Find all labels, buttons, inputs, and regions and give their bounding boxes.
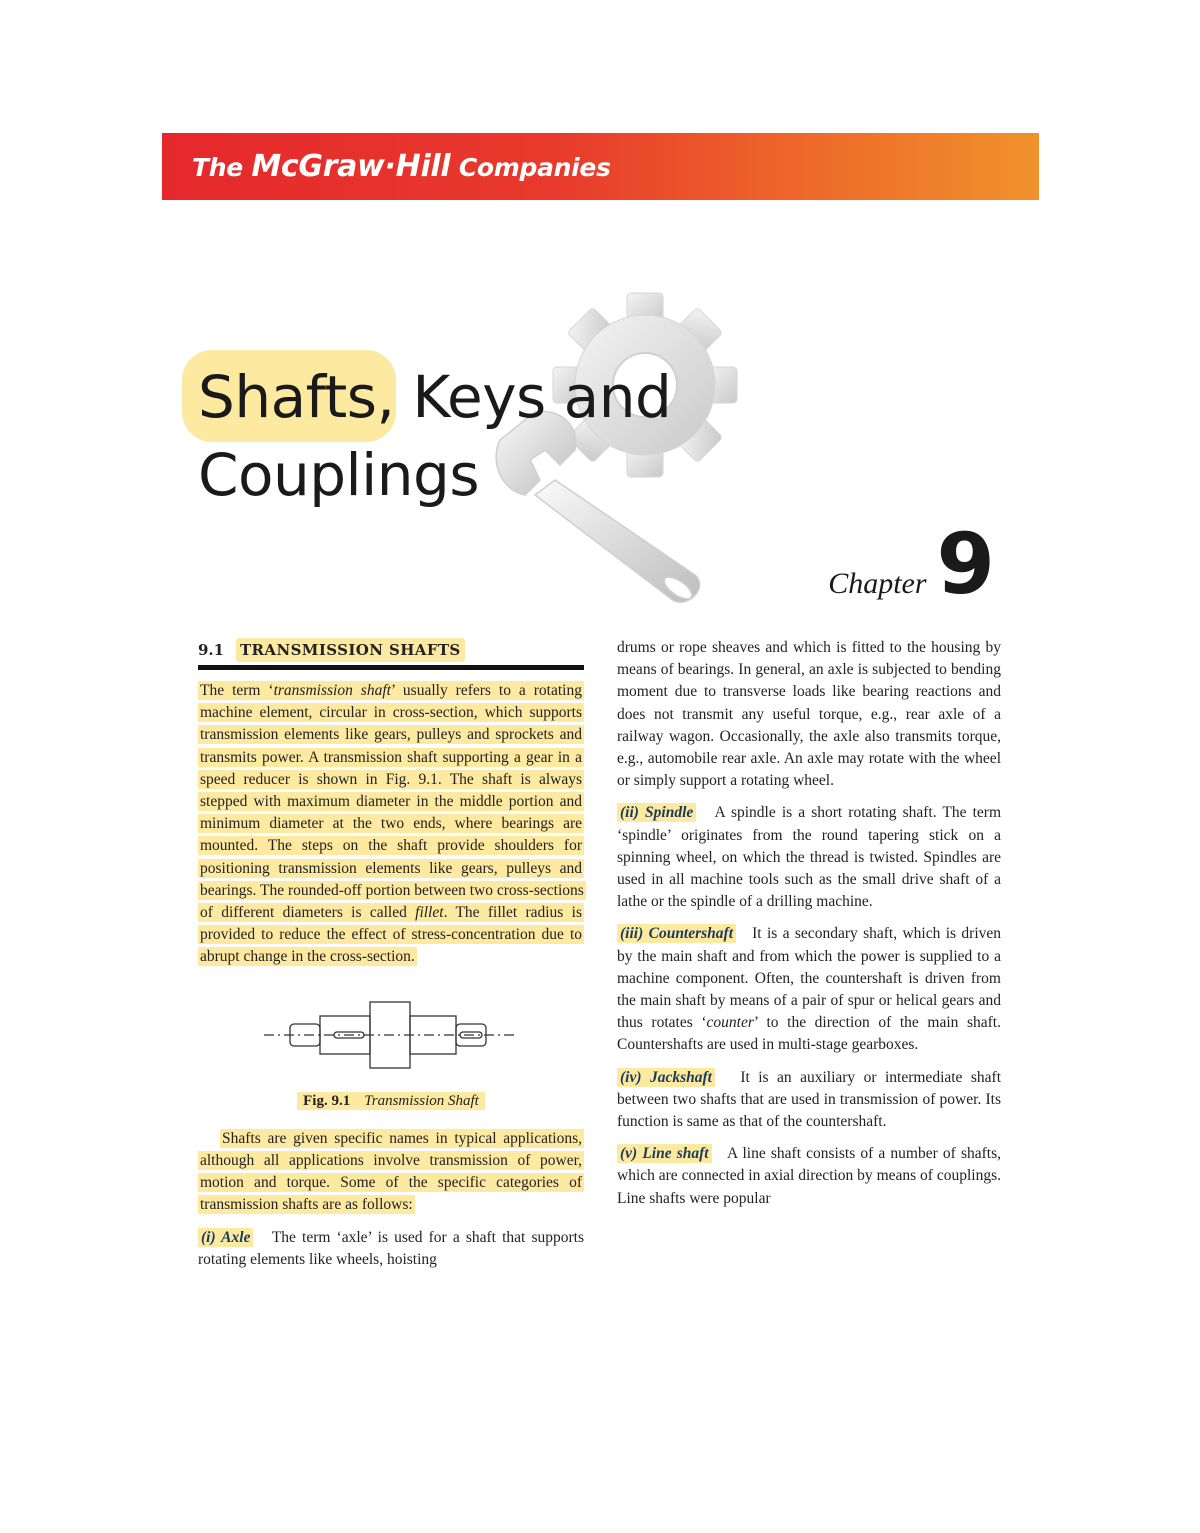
left-column: [198, 637, 584, 1271]
section-rule: [198, 665, 584, 670]
spindle-paragraph: (ii) Spindle A spindle is a short rotating shaft. The term ‘spindle’ originates from the round tapering stick on a spinning wheel, on which the thread is twisted. Spindles are used in all machine tools such as the small drive shaft of a lathe or the spindle of a drilling machine.: [617, 804, 1001, 911]
transmission-shaft-drawing: [264, 983, 524, 1083]
jackshaft-paragraph: (iv) Jackshaft It is an auxiliary or intermediate shaft between two shafts that are used in transmission of power. Its function is same as that of the countershaft.: [617, 1068, 1002, 1131]
section-heading: 9.1 TRANSMISSION SHAFTS: [198, 637, 584, 663]
right-column: [617, 637, 1001, 1210]
chapter-title: Shafts, Keys and Couplings: [198, 363, 672, 509]
publisher-logo: The McGraw·Hill Companies: [192, 149, 611, 184]
figure-shaft: [198, 983, 584, 1088]
figure-caption: Fig. 9.1 Transmission Shaft: [198, 1090, 584, 1112]
axle-paragraph: (i) Axle The term ‘axle’ is used for a shaft that supports rotating elements like wheels, hoisting: [198, 1228, 584, 1268]
chapter-number: Chapter 9: [828, 515, 995, 613]
line-shaft-paragraph: (v) Line shaft A line shaft consists of a number of shafts, which are connected in axial direction by means of couplings. Line shafts were popular: [617, 1145, 1001, 1207]
categories-paragraph: Shafts are given specific names in typical applications, although all applications involve transmission of power, motion and torque. Some of the specific categories of transmission shafts are as follows:: [200, 1129, 582, 1214]
publisher-banner: [162, 133, 1039, 200]
countershaft-paragraph: (iii) Countershaft It is a secondary shaft, which is driven by the main shaft and from which the power is supplied to a machine component. Often, the countershaft is driven from the main shaft by means of a pair of spur or helical gears and thus rotates ‘counter’ to the direction of the main shaft. Countershafts are used in multi-stage gearboxes.: [617, 925, 1001, 1054]
axle-continued: drums or rope sheaves and which is fitted to the housing by means of bearings. In general, an axle is subjected to bending moment due to transverse loads like bearing reactions and does not transmit any useful torque, e.g., rear axle of a railway wagon. Occasionally, the axle also transmits torque, e.g., automobile rear axle. An axle may rotate with the wheel or simply support a rotating wheel.: [617, 639, 1001, 790]
intro-paragraph: The term ‘transmission shaft’ usually refers to a rotating machine element, circular in cross-section, which supports transmission elements like gears, pulleys and sprockets and transmits power. A transmission shaft supporting a gear in a speed reducer is shown in Fig. 9.1. The shaft is always stepped with maximum diameter in the middle portion and minimum diameter at the two ends, where bearings are mounted. The steps on the shaft provide shoulders for positioning transmission elements like gears, pulleys and bearings. The rounded-off portion between two cross-sections of different diameters is called fillet. The fillet radius is provided to reduce the effect of stress-concentration due to abrupt change in the cross-section.: [200, 682, 584, 966]
